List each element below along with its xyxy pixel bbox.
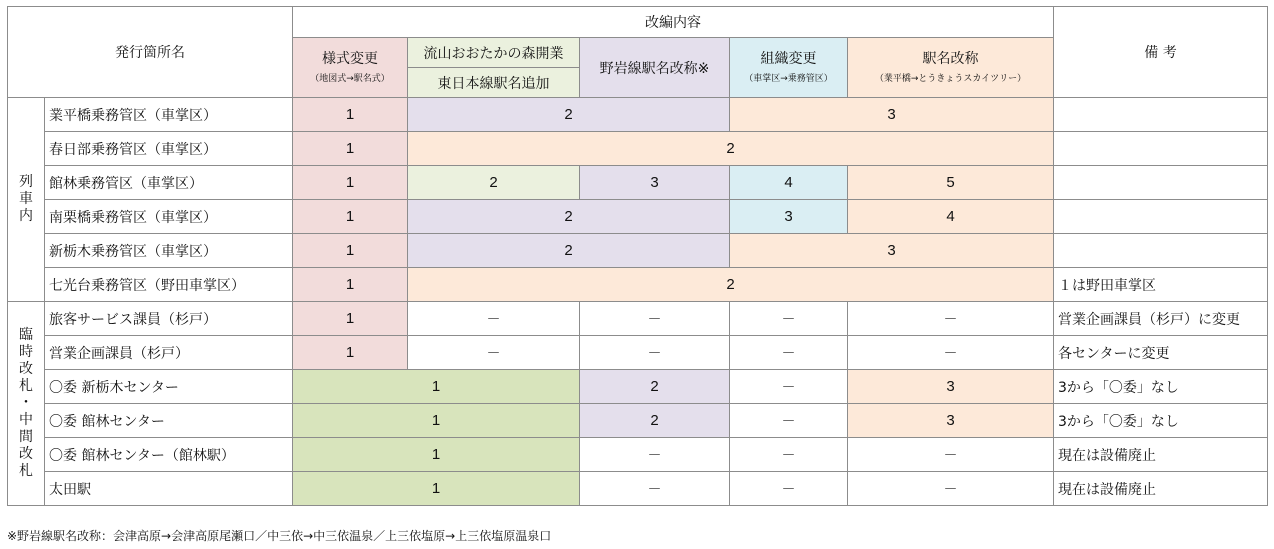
group-char: 札 (19, 378, 33, 394)
header-col-org (730, 38, 848, 98)
remark: １は野田車掌区 (1054, 268, 1268, 302)
header-col-org-main: 組織変更 (760, 50, 817, 67)
revision-table (7, 6, 1268, 506)
group-char: 時 (19, 344, 33, 360)
remark (1054, 200, 1268, 234)
table-cell: 4 (730, 166, 848, 200)
table-row (8, 472, 1268, 506)
table-row (8, 234, 1268, 268)
group-label-in-train (8, 98, 45, 302)
issuer-name: 〇委 館林センター（館林駅） (45, 438, 293, 472)
table-row (8, 438, 1268, 472)
table-cell: 2 (580, 370, 730, 404)
header-col-nagareyama-main: 流山おおたかの森開業 (408, 38, 580, 68)
table-cell: － (580, 336, 730, 370)
table-cell: － (408, 336, 580, 370)
table-cell: 2 (408, 132, 1054, 166)
table-row (8, 200, 1268, 234)
table-cell: － (730, 404, 848, 438)
table-cell: 1 (293, 336, 408, 370)
remark (1054, 98, 1268, 132)
header-col-format-sub: （地図式→駅名式） (310, 73, 390, 84)
table-cell: 3 (848, 370, 1054, 404)
table-cell: 2 (408, 268, 1054, 302)
table-cell: － (580, 472, 730, 506)
issuer-name: 業平橋乗務管区（車掌区） (45, 98, 293, 132)
issuer-name: 太田駅 (45, 472, 293, 506)
group-label-temporary-gate (8, 302, 45, 506)
table-row (8, 404, 1268, 438)
table-cell: － (848, 472, 1054, 506)
table-row (8, 98, 1268, 132)
table-cell: － (580, 302, 730, 336)
issuer-name: 〇委 新栃木センター (45, 370, 293, 404)
header-col-yagan: 野岩線駅名改称※ (580, 38, 730, 98)
table-cell: － (730, 370, 848, 404)
issuer-name: 七光台乗務管区（野田車掌区） (45, 268, 293, 302)
remark: 3から「〇委」なし (1054, 404, 1268, 438)
issuer-name: 旅客サービス課員（杉戸） (45, 302, 293, 336)
table-cell: － (408, 302, 580, 336)
table-cell: 3 (848, 404, 1054, 438)
header-col-format (293, 38, 408, 98)
footnote: ※野岩線駅名改称：会津高原→会津高原尾瀬口／中三依→中三依温泉／上三依塩原→上三依塩原温泉口 (7, 529, 552, 543)
table-cell: 3 (580, 166, 730, 200)
header-issuer: 発行箇所名 (8, 7, 293, 98)
group-char: 列 (19, 174, 33, 190)
table-row (8, 370, 1268, 404)
table-row (8, 132, 1268, 166)
table-cell: 1 (293, 200, 408, 234)
group-char: 中 (19, 412, 33, 428)
table-cell: 2 (408, 98, 730, 132)
table-row (8, 268, 1268, 302)
group-char: 間 (19, 429, 33, 445)
group-char: 改 (19, 446, 33, 462)
header-col-station-rename-sub: （業平橋→とうきょうスカイツリー） (874, 73, 1027, 84)
remark: 各センターに変更 (1054, 336, 1268, 370)
header-revision: 改編内容 (293, 7, 1054, 38)
header-col-format-main: 様式変更 (322, 50, 378, 67)
table-cell: － (848, 336, 1054, 370)
table-cell: － (848, 302, 1054, 336)
group-char: 臨 (19, 327, 33, 343)
table-row (8, 302, 1268, 336)
table-cell: 2 (408, 234, 730, 268)
table-cell: 4 (848, 200, 1054, 234)
issuer-name: 〇委 館林センター (45, 404, 293, 438)
table-cell: 1 (293, 234, 408, 268)
group-char: 改 (19, 361, 33, 377)
table-cell: 2 (580, 404, 730, 438)
issuer-name: 館林乗務管区（車掌区） (45, 166, 293, 200)
table-cell: 1 (293, 370, 580, 404)
issuer-name: 新栃木乗務管区（車掌区） (45, 234, 293, 268)
remark: 現在は設備廃止 (1054, 438, 1268, 472)
remark: 現在は設備廃止 (1054, 472, 1268, 506)
remark (1054, 132, 1268, 166)
table-cell: － (730, 302, 848, 336)
table-cell: 1 (293, 268, 408, 302)
group-char: 札 (19, 463, 33, 479)
table-cell: 3 (730, 98, 1054, 132)
issuer-name: 南栗橋乗務管区（車掌区） (45, 200, 293, 234)
table-row (8, 336, 1268, 370)
header-col-station-rename (848, 38, 1054, 98)
header-col-org-sub: （車掌区→乗務管区） (744, 73, 833, 84)
group-char: 車 (19, 191, 33, 207)
table-cell: 2 (408, 166, 580, 200)
remark (1054, 166, 1268, 200)
table-cell: 1 (293, 404, 580, 438)
remark: 3から「〇委」なし (1054, 370, 1268, 404)
table-cell: 1 (293, 438, 580, 472)
table-cell: 3 (730, 200, 848, 234)
header-remarks: 備 考 (1054, 7, 1268, 98)
table-cell: 1 (293, 472, 580, 506)
table-cell: 1 (293, 302, 408, 336)
header-col-nagareyama-sub: 東日本線駅名追加 (408, 68, 580, 98)
header-col-station-rename-main: 駅名改称 (922, 50, 979, 67)
remark: 営業企画課員（杉戸）に変更 (1054, 302, 1268, 336)
table-cell: 1 (293, 166, 408, 200)
table-cell: 5 (848, 166, 1054, 200)
group-char: 内 (19, 208, 33, 224)
table-cell: 1 (293, 98, 408, 132)
table-cell: 3 (730, 234, 1054, 268)
issuer-name: 営業企画課員（杉戸） (45, 336, 293, 370)
issuer-name: 春日部乗務管区（車掌区） (45, 132, 293, 166)
table-cell: － (580, 438, 730, 472)
table-cell: － (730, 472, 848, 506)
table-cell: － (730, 336, 848, 370)
table-cell: 1 (293, 132, 408, 166)
remark (1054, 234, 1268, 268)
table-cell: － (848, 438, 1054, 472)
table-cell: － (730, 438, 848, 472)
table-row (8, 166, 1268, 200)
group-char: ・ (19, 395, 33, 411)
table-cell: 2 (408, 200, 730, 234)
